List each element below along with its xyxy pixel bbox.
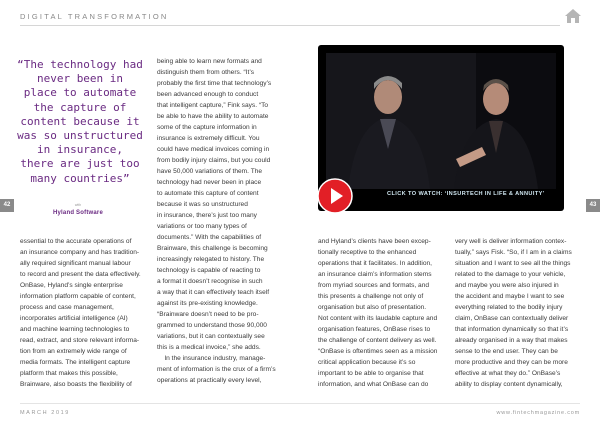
text-line: an insurance company and has tradition- — [20, 249, 140, 256]
text-line: “Brainware doesn’t need to be pro- — [157, 311, 259, 318]
video-panel[interactable] — [318, 45, 564, 211]
pull-quote — [14, 58, 146, 186]
text-line: this presents a challenge not only of — [318, 293, 424, 300]
text-line: to record and present the data effectively. — [20, 271, 141, 278]
text-line: read, extract, and store relevant informa- — [20, 337, 140, 344]
text-line: organisation but also of presentation. — [318, 304, 427, 311]
section-header: DIGITAL TRANSFORMATION — [20, 12, 169, 21]
pull-quote-line: many countries” — [30, 171, 130, 185]
pull-quote-line: never been in — [36, 72, 124, 86]
text-line: effective at what they do.” OnBase’s — [455, 370, 561, 377]
text-line: sense to the end user. They can be — [455, 348, 558, 355]
text-line: against its pre-existing knowledge. — [157, 300, 258, 307]
text-line: essential to the accurate operations of — [20, 238, 132, 245]
text-line: from myriad sources and formats, and — [318, 282, 430, 289]
text-line: platform that makes this possible, — [20, 370, 118, 377]
text-line: ability to display content dynamically, — [455, 381, 563, 388]
column-1 — [20, 236, 160, 390]
text-line: this is a medical invoice,” she adds. — [157, 344, 261, 351]
text-line: and maybe you were also injured in — [455, 282, 559, 289]
text-line: being able to learn new formats and — [157, 58, 262, 65]
text-line: Brainware, this challenge is becoming — [157, 245, 268, 252]
text-line: in insurance, there’s just too many — [157, 212, 257, 219]
click-to-watch-link[interactable]: CLICK TO WATCH: ‘INSURTECH IN LIFE & ANNUITY’ — [387, 191, 545, 197]
text-line: a format it doesn’t recognise in such — [157, 278, 263, 285]
text-line: already organised in a way that makes — [455, 337, 568, 344]
text-line: Brainware, also boasts the flexibility of — [20, 381, 132, 388]
pull-quote-line: place to automate — [23, 86, 137, 100]
column-2-top — [157, 56, 307, 232]
play-button[interactable] — [317, 178, 353, 214]
text-line: everything related to the bodily injury — [455, 304, 563, 311]
text-line: very well is deliver information contex- — [455, 238, 567, 245]
text-line: In the insurance industry, manage- — [157, 355, 266, 362]
column-4 — [455, 236, 585, 390]
text-line: distinguish them from others. “It’s — [157, 69, 254, 76]
text-line: situation and I want to see all the things — [455, 260, 571, 267]
text-line: a way that it can effectively teach itself — [157, 289, 270, 296]
text-line: “OnBase is oftentimes seen as a mission — [318, 348, 438, 355]
hyland-logo: Hyland Software — [52, 210, 103, 216]
text-line: ally required significant manual labour — [20, 260, 131, 267]
text-line: related to the damage to your vehicle, — [455, 271, 566, 278]
text-line: to automate this capture of content — [157, 190, 259, 197]
text-line: ment of information is the crux of a firm’s — [157, 366, 276, 373]
home-icon[interactable] — [564, 8, 582, 24]
text-line: the accident and maybe I want to see — [455, 293, 565, 300]
column-2-bottom — [157, 232, 307, 386]
page-number-left: 42 — [0, 199, 14, 212]
text-line: incorporates artificial intelligence (AI) — [20, 315, 128, 322]
text-line: grammed to understand those 90,000 — [157, 322, 267, 329]
text-line: from bodily injury claims, but you could — [157, 157, 271, 164]
text-line: that information dynamically so that it’s — [455, 326, 569, 333]
text-line: be able to have the ability to automate — [157, 113, 269, 120]
header-rule — [20, 25, 560, 26]
pull-quote-line: in insurance, — [36, 143, 124, 157]
text-line: insurance is extremely difficult. You — [157, 135, 260, 142]
text-line: an insurance claim’s information stems — [318, 271, 432, 278]
text-line: documents.” With the capabilities of — [157, 234, 262, 241]
text-line: important to be able to organise that — [318, 370, 424, 377]
text-line: media formats. The intelligent capture — [20, 359, 131, 366]
text-line: tionally receptive to the enhanced — [318, 249, 417, 256]
text-line: Not content with its laudable capture and — [318, 315, 438, 322]
text-line: that intelligent capture,” Fink says. “To — [157, 102, 269, 109]
text-line: increasingly relegated to history. The — [157, 256, 265, 263]
issue-date: MARCH 2019 — [20, 410, 70, 416]
text-line: and machine learning technologies to — [20, 326, 130, 333]
text-line: process and case management, — [20, 304, 114, 311]
pull-quote-line: was so unstructured — [17, 129, 143, 143]
text-line: some of the capture information in — [157, 124, 257, 131]
interview-photo — [326, 53, 556, 189]
text-line: could have medical invoices coming in — [157, 146, 270, 153]
text-line: been advanced enough to conduct — [157, 91, 259, 98]
text-line: operations at practically every level, — [157, 377, 262, 384]
pull-quote-line: “The technology had — [17, 58, 143, 71]
text-line: claim, OnBase can contextually deliver — [455, 315, 569, 322]
text-line: information platform capable of content, — [20, 293, 136, 300]
footer-rule — [20, 403, 580, 404]
text-line: technology is capable of reacting to — [157, 267, 261, 274]
text-line: probably the first time that technology’s — [157, 80, 272, 87]
text-line: because it was so unstructured — [157, 201, 248, 208]
text-line: information, and what OnBase can do — [318, 381, 429, 388]
text-line: and Hyland’s clients have been excep- — [318, 238, 431, 245]
text-line: have 50,000 variations of them. The — [157, 168, 263, 175]
page-number-right: 43 — [586, 199, 600, 212]
text-line: operations that it facilitates. In addition, — [318, 260, 432, 267]
text-line: tually,” says Fisk. “So, if I am in a claims — [455, 249, 572, 256]
text-line: more productive and they can be more — [455, 359, 568, 366]
pull-quote-line: there are just too — [20, 157, 140, 171]
column-3 — [318, 236, 458, 390]
text-line: OnBase, Hyland’s single enterprise — [20, 282, 123, 289]
pull-quote-line: content because it — [20, 114, 140, 128]
text-line: variations or too many types of — [157, 223, 247, 230]
pull-quote-line: the capture of — [33, 100, 127, 114]
video-frame[interactable] — [326, 53, 556, 189]
text-line: critical application because it’s so — [318, 359, 416, 366]
text-line: the challenge of content delivery as well. — [318, 337, 437, 344]
text-line: organisation features, OnBase rises to — [318, 326, 431, 333]
text-line: variations, but it can contextually see — [157, 333, 265, 340]
website-link[interactable]: www.fintechmagazine.com — [496, 410, 580, 416]
with-label: with — [74, 203, 82, 207]
text-line: technology had never been in place — [157, 179, 262, 186]
text-line: tion from an extremely wide range of — [20, 348, 127, 355]
